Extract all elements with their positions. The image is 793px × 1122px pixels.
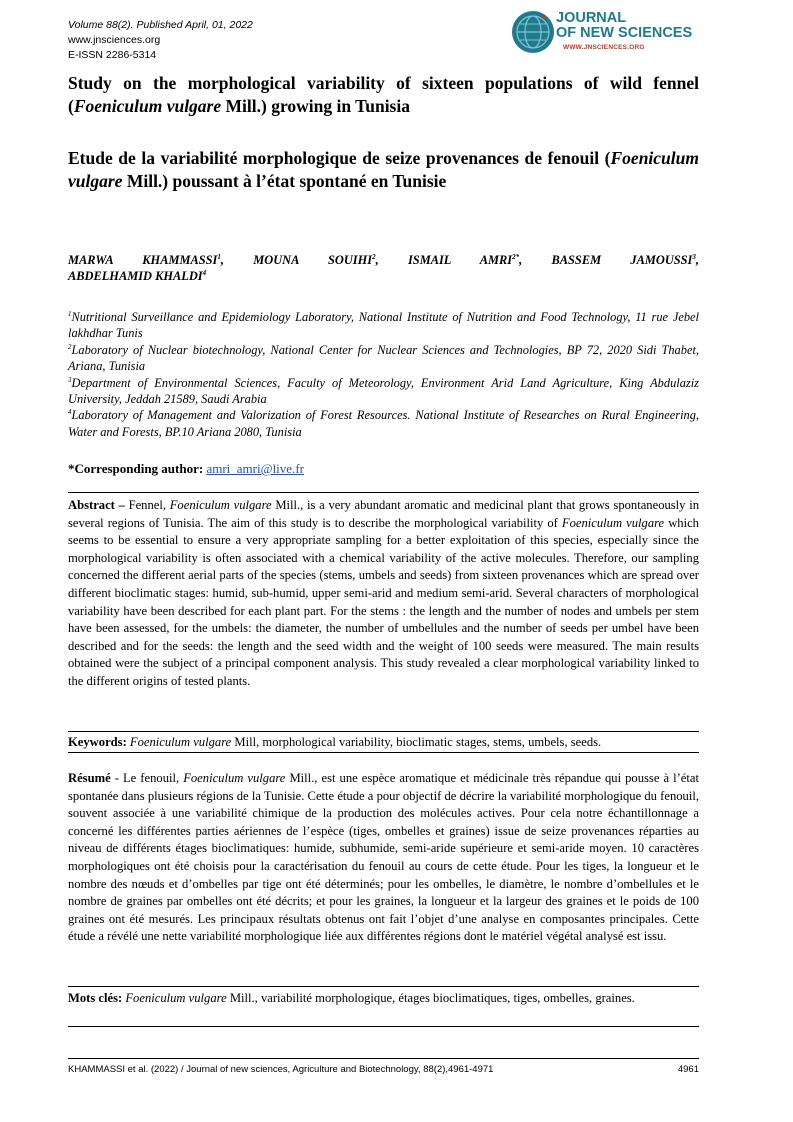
affiliation: $^4$Laboratory of Management and Valorization of Forest Resources. National Institute of Researches on Rural Engineering, Water and Forests, BP.10 Ariana 2080, Tunisia xyxy=(68,408,699,439)
keywords: Keywords: Foeniculum vulgare Mill, morphological variability, bioclimatic stages, stems, umbels, seeds. xyxy=(68,735,602,749)
motscles-top-rule xyxy=(68,986,699,987)
corresponding-email-link[interactable]: amri_amri@live.fr xyxy=(206,461,304,476)
abstract-label: Abstract – xyxy=(68,498,125,512)
title-en-part: Mill.) growing in Tunisia xyxy=(221,96,410,116)
keywords-label: Keywords: xyxy=(68,735,127,749)
title-fr-part: Etude de la variabilité morphologique de seize provenances de fenouil ( xyxy=(68,148,611,168)
author: ABDELHAMID KHALDI$^4$ xyxy=(68,268,207,283)
title-fr-part: Mill.) poussant à l’état spontané en Tunisie xyxy=(122,171,447,191)
logo-url: WWW.JNSCIENCES.ORG xyxy=(563,44,645,51)
title-english xyxy=(68,72,699,118)
footer-rule xyxy=(68,1058,699,1059)
globe-icon xyxy=(511,10,555,54)
abstract: Abstract – Fennel, Foeniculum vulgare Mill., is a very abundant aromatic and medicinal plant that grows spontaneously in several regions of Tunisia. The aim of this study is to describe the morphological variability of Foeniculum vulgare which seems to be essential to ensure a very appropriate sampling for a better exploitation of this species, especially since the morphological variability is often associated with a chemical variability of the active molecules. Therefore, our sampling concerned the different aerial parts of the species (stems, umbels and seeds) from sixteen provenances which are spread over different bioclimatic stages: humid, sub-humid, upper semi-arid and medium semi-arid. Several characters of morphological variability have been described for each plant part. For the stems : the length and the number of nodes and umbels per stem have been assessed, for the umbels: the diameter, the number of umbellules and the number of seeds per umbel have been described and for the seeds: the length and the seed width and the weight of 100 seeds were measured. The main results obtained were the subject of a principal component analysis. This study revealed a clear morphological variability linked to the different origins of tested plants. xyxy=(68,498,699,688)
title-en-part: Study on the morphological variability of sixteen populations of wild fennel ( xyxy=(68,73,699,116)
page-number: 4961 xyxy=(677,1064,699,1075)
page-footer xyxy=(68,1064,699,1075)
author: MARWA KHAMMASSI$^1$, xyxy=(68,252,224,267)
issn: E-ISSN 2286-5314 xyxy=(68,49,157,61)
logo-wordmark xyxy=(556,11,692,41)
motscles-bottom-rule xyxy=(68,1026,699,1027)
author: ISMAIL $AMRI^{2*}$, xyxy=(407,252,523,267)
affiliation: $^3$Department of Environmental Sciences, Faculty of Meteorology, Environment Arid Land Agriculture, King Abdulaziz University, Jeddah 21589, Saudi Arabia xyxy=(68,375,699,407)
volume-info: Volume 88(2). Published April, 01, 2022 xyxy=(68,19,253,31)
footer-citation: KHAMMASSI et al. (2022) / Journal of new sciences, Agriculture and Biotechnology, 88(2),4961-4971 xyxy=(68,1064,494,1075)
affiliation: $^1$Nutritional Surveillance and Epidemiology Laboratory, National Institute of Nutrition and Food Technology, 11 rue Jebel lakhdhar Tunis xyxy=(68,309,699,341)
title-fr-species: Foeniculum vulgare xyxy=(68,148,699,191)
resume-label: Résumé xyxy=(68,771,111,785)
resume: Résumé - Le fenouil, Foeniculum vulgare Mill., est une espèce aromatique et médicinale très répandue qui pousse à l’état spontanée dans plusieurs régions de la Tunisie. Cette étude a pour objectif de décrire la variabilité morphologique du fenouil, souvent associée à une variabilité chimique de la production des molécules actives. Pour cela notre échantillonnage a concerné les différentes parties aériennes de l’espèce (tiges, ombelles et graines) issue de seize provenances réparties au niveau de différents étages bioclimatiques: humide, subhumide, semi-aride supérieure et semi-aride moyen. 10 caractères morphologiques ont été choisis pour la caractérisation du fenouil au cours de cette étude. Pour les tiges, la longueur et le nombre des nœuds et d’ombelles par tige ont été déterminés; pour les ombelles, le diamètre, le nombre d’ombellules et le nombre de graines par ombelles ont été décrits; et pour les graines, la longueur et la largeur des graines et le poids de 100 graines ont été mesurés. Les principaux résultats obtenus ont fait l’objet d’une analyse en composantes principales. Cette étude a révélé une nette variabilité morphologique liée aux différentes régions dont le matériel végétal analysé est issu. xyxy=(68,771,699,944)
mots-cles: Mots clés: Foeniculum vulgare Mill., variabilité morphologique, étages bioclimatiques, tiges, ombelles, graines. xyxy=(68,991,635,1005)
abstract-top-rule xyxy=(68,492,699,493)
title-en-species: Foeniculum vulgare xyxy=(73,96,222,116)
affiliation: $^2$Laboratory of Nuclear biotechnology, National Center for Nuclear Sciences and Technologies, BP 72, 2020 Sidi Thabet, Ariana, Tunisia xyxy=(68,342,699,374)
keywords-bottom-rule xyxy=(68,752,699,753)
motscles-label: Mots clés: xyxy=(68,991,123,1005)
keywords-top-rule xyxy=(68,731,699,732)
author: MOUNA SOUIHI$^2$, xyxy=(253,252,379,267)
logo-line2: OF NEW SCIENCES xyxy=(556,25,693,41)
affiliations xyxy=(68,309,699,440)
title-french xyxy=(68,147,699,193)
journal-header xyxy=(68,18,253,63)
corresponding-author xyxy=(68,461,304,477)
corresponding-label: *Corresponding author: xyxy=(68,461,204,476)
author-list-line2 xyxy=(68,267,206,285)
website-link[interactable]: www.jnsciences.org xyxy=(68,34,161,46)
journal-logo xyxy=(511,8,701,60)
logo-line1: JOURNAL xyxy=(556,10,627,26)
author: BASSEM JAMOUSSI$^3$, xyxy=(551,252,699,267)
